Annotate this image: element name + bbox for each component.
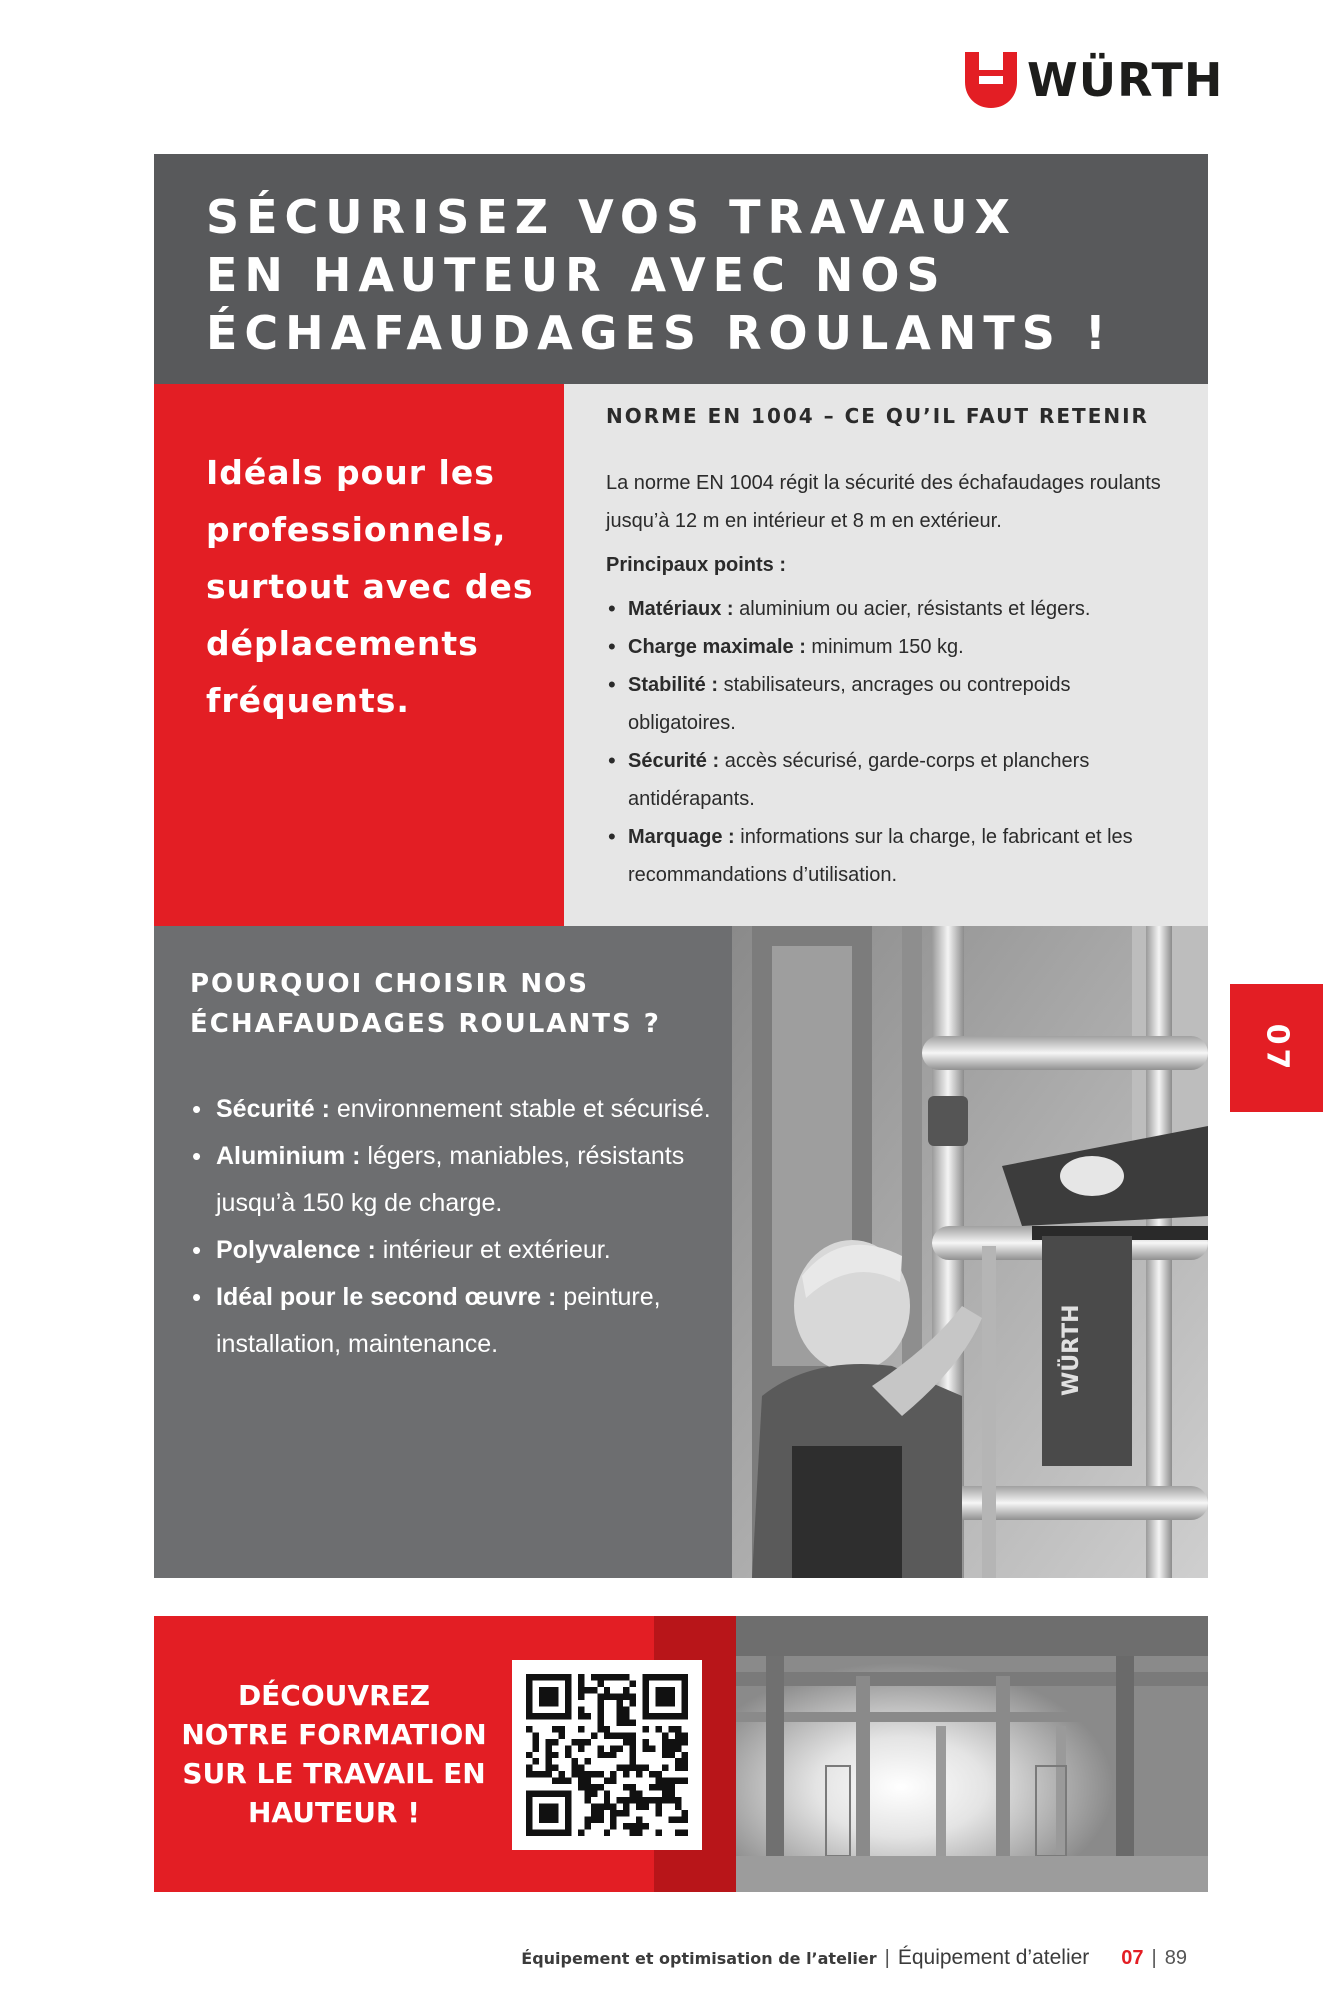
title-line: EN HAUTEUR AVEC NOS bbox=[206, 248, 947, 302]
footer-page-separator: | bbox=[1151, 1947, 1157, 1969]
norm-item-label: Stabilité : bbox=[628, 674, 719, 696]
training-cta bbox=[174, 1676, 494, 1832]
title-line: SÉCURISEZ VOS TRAVAUX bbox=[206, 190, 1017, 244]
norm-item bbox=[606, 742, 1176, 818]
training-cta-line: SUR LE TRAVAIL EN bbox=[182, 1757, 486, 1790]
norm-item-text: accès sécurisé, garde-corps et planchers antidérapants. bbox=[628, 750, 1090, 810]
why-item-text: légers, maniables, résistants jusqu’à 150 kg de charge. bbox=[216, 1142, 685, 1217]
why-item-text: peinture, installation, maintenance. bbox=[216, 1283, 661, 1358]
why-item-label: Idéal pour le second œuvre : bbox=[216, 1283, 557, 1311]
construction-photo-illustration bbox=[736, 1616, 1208, 1892]
chapter-tab-number: 07 bbox=[1259, 1023, 1294, 1073]
wurth-logo bbox=[965, 52, 1223, 108]
norm-subhead: Principaux points : bbox=[606, 554, 787, 576]
norm-list bbox=[606, 590, 1176, 894]
why-panel bbox=[154, 926, 732, 1578]
why-item bbox=[190, 1133, 720, 1227]
scaffold-worker-photo bbox=[732, 926, 1208, 1578]
why-item-text: environnement stable et sécurisé. bbox=[329, 1095, 711, 1123]
page-title bbox=[206, 188, 1186, 362]
norm-panel bbox=[564, 384, 1208, 926]
scaffold-photo-illustration bbox=[732, 926, 1208, 1578]
norm-item-label: Sécurité : bbox=[628, 750, 720, 772]
ideal-line: fréquents. bbox=[206, 681, 410, 720]
norm-title: NORME EN 1004 – CE QU’IL FAUT RETENIR bbox=[606, 404, 1149, 428]
why-title-line: POURQUOI CHOISIR NOS bbox=[190, 969, 590, 999]
why-title-line: ÉCHAFAUDAGES ROULANTS ? bbox=[190, 1009, 661, 1039]
ideal-line: Idéals pour les bbox=[206, 453, 495, 492]
ideal-line: déplacements bbox=[206, 624, 479, 663]
norm-item-text: stabilisateurs, ancrages ou contrepoids obligatoires. bbox=[628, 674, 1071, 734]
footer-chapter: 07 bbox=[1121, 1947, 1144, 1969]
why-item-label: Aluminium : bbox=[216, 1142, 361, 1170]
norm-intro: La norme EN 1004 régit la sécurité des échafaudages roulants jusqu’à 12 m en intérieur et 8 m en extérieur. bbox=[606, 472, 1161, 532]
norm-item-text: minimum 150 kg. bbox=[805, 636, 964, 658]
norm-item-text: aluminium ou acier, résistants et légers. bbox=[733, 598, 1091, 620]
ideal-line: professionnels, bbox=[206, 510, 507, 549]
chapter-tab[interactable] bbox=[1230, 984, 1323, 1112]
construction-site-photo bbox=[736, 1616, 1208, 1892]
why-item bbox=[190, 1086, 720, 1133]
training-banner[interactable] bbox=[154, 1616, 1208, 1892]
ideal-line: surtout avec des bbox=[206, 567, 534, 606]
norm-item-text: informations sur la charge, le fabricant et les recommandations d’utilisation. bbox=[628, 826, 1133, 886]
norm-item-label: Charge maximale : bbox=[628, 636, 806, 658]
norm-item bbox=[606, 590, 1176, 628]
title-line: ÉCHAFAUDAGES ROULANTS ! bbox=[206, 306, 1113, 360]
training-cta-line: NOTRE FORMATION bbox=[181, 1718, 487, 1751]
qr-code[interactable] bbox=[512, 1660, 702, 1850]
qr-code-icon bbox=[526, 1674, 688, 1836]
norm-item bbox=[606, 818, 1176, 894]
why-title bbox=[190, 964, 690, 1044]
why-item bbox=[190, 1227, 720, 1274]
footer-subsection: Équipement d’atelier bbox=[897, 1946, 1090, 1969]
training-cta-line: HAUTEUR ! bbox=[247, 1796, 421, 1829]
platform-brand-label: WÜRTH bbox=[1059, 1304, 1084, 1396]
page-number: 89 bbox=[1164, 1947, 1187, 1969]
why-item-text: intérieur et extérieur. bbox=[375, 1236, 611, 1264]
training-cta-line: DÉCOUVREZ bbox=[237, 1679, 431, 1712]
why-item-label: Sécurité : bbox=[216, 1095, 330, 1123]
norm-item bbox=[606, 628, 1176, 666]
why-item bbox=[190, 1274, 720, 1368]
ideal-panel bbox=[154, 384, 564, 926]
norm-item-label: Matériaux : bbox=[628, 598, 734, 620]
footer-section: Équipement et optimisation de l’atelier bbox=[521, 1949, 877, 1968]
ideal-text bbox=[206, 444, 546, 729]
norm-item-label: Marquage : bbox=[628, 826, 735, 848]
footer-separator: | bbox=[884, 1947, 890, 1969]
norm-item bbox=[606, 666, 1176, 742]
wurth-logo-text: WÜRTH bbox=[1027, 53, 1224, 107]
page-footer bbox=[521, 1946, 1187, 1970]
why-list bbox=[190, 1086, 720, 1368]
wurth-logo-mark-icon bbox=[965, 52, 1017, 108]
why-item-label: Polyvalence : bbox=[216, 1236, 376, 1264]
header-banner bbox=[154, 154, 1208, 384]
